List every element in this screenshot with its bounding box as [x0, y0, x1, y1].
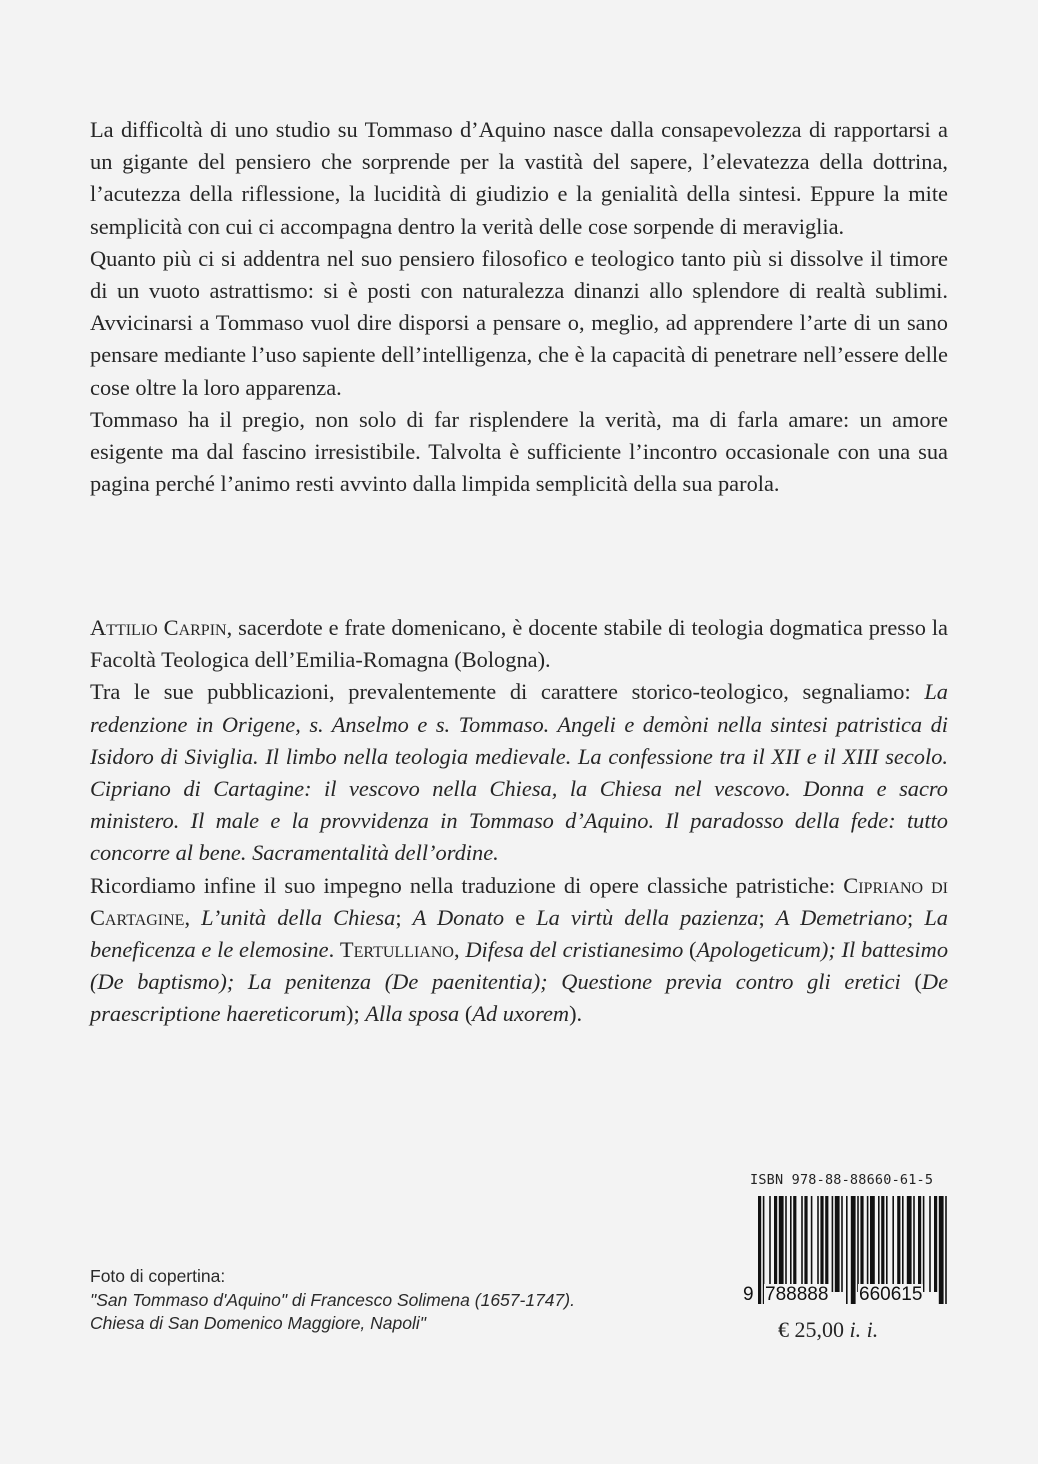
barcode-bar: [820, 1196, 823, 1292]
cover-credit-heading: Foto di copertina:: [90, 1266, 226, 1286]
barcode-bar: [897, 1196, 900, 1292]
barcode-bar: [817, 1196, 819, 1292]
cover-credit: [90, 1265, 575, 1336]
isbn-label: ISBN 978-88-88660-61-5: [750, 1172, 934, 1188]
author-description: Attilio Carpin, sacerdote e frate domenicano, è docente stabile di teologia dogmatica presso la Facoltà Teologica dell’Emilia-Romagna (Bologna).: [90, 615, 948, 673]
barcode-bar: [857, 1196, 859, 1292]
barcode-bar: [785, 1196, 787, 1292]
barcode-bar: [804, 1196, 807, 1292]
barcode-bar: [832, 1196, 834, 1292]
barcode-bar: [902, 1196, 904, 1292]
barcode-bar: [825, 1196, 828, 1292]
barcode-bar: [867, 1196, 869, 1292]
barcode-bar: [774, 1196, 777, 1292]
barcode-digit-group-1: 788888: [765, 1284, 829, 1305]
barcode-bar: [769, 1196, 771, 1292]
barcode-bar: [881, 1196, 884, 1292]
barcode-bar: [860, 1196, 863, 1292]
intro-paragraph-2: Quanto più ci si addentra nel suo pensiero filosofico e teologico tanto più si dissolve il timore di un vuoto astrattismo: si è posti con naturalezza dinanzi allo splendore di realtà sublimi. Avvicinarsi a Tommaso vuol dire disporsi a pensare o, meglio, ad apprendere l’arte di un sano pensare mediante l’uso sapiente dell’intelligenza, che è la capacità di penetrare nell’essere delle cose oltre la loro apparenza.: [90, 245, 948, 400]
price-value: € 25,00: [778, 1317, 844, 1342]
translated-author-cipriano: Cipriano di Cartagine: [90, 872, 948, 930]
barcode-digits: [742, 1284, 950, 1310]
barcode-bar: [793, 1196, 796, 1292]
barcode-bar: [923, 1196, 925, 1292]
publications: [90, 676, 948, 869]
publications-list: La redenzione in Origene, s. Anselmo e s. Tommaso. Angeli e demòni nella sintesi patristica di Isidoro di Siviglia. Il limbo nella teologia medievale. La confessione tra il XII e il XIII secolo. Cipriano di Cartagine: il vescovo nella Chiesa, la Chiesa nel vescovo. Donna e sacro ministero. Il male e la provvidenza in Tommaso d’Aquino. Il paradosso della fede: tutto concorre al bene. Sacramentalità dell’ordine.: [90, 679, 948, 866]
barcode-bar: [907, 1196, 912, 1292]
price: [778, 1317, 878, 1343]
intro-paragraph-1: La difficoltà di uno studio su Tommaso d’Aquino nasce dalla consapevolezza di rapportarsi a un gigante del pensiero che sorprende per la vastità del sapere, l’elevatezza della dottrina, l’acutezza della riflessione, la lucidità di giudizio e la genialità della sintesi. Eppure la mite semplicità con cui ci accompagna dentro la verità delle cose sorpende di meraviglia.: [90, 117, 948, 239]
barcode-bar: [841, 1196, 843, 1292]
author-bio: [90, 612, 948, 1031]
barcode-bar: [892, 1196, 894, 1292]
barcode-bar: [801, 1196, 803, 1292]
intro-paragraph-3: Tommaso ha il pregio, non solo di far risplendere la verità, ma di farla amare: un amore esigente ma dal fascino irresistibile. Talvolta è sufficiente l’incontro occasionale con una sua pagina perché l’animo resti avvinto dalla limpida semplicità della sua parola.: [90, 406, 948, 497]
price-suffix: i. i.: [849, 1317, 879, 1342]
barcode-bar: [934, 1196, 937, 1292]
translated-author-tertulliano: Tertulliano: [339, 937, 454, 963]
barcode-first-digit: 9: [743, 1284, 754, 1305]
barcode-bar: [870, 1196, 875, 1292]
barcode-bar: [835, 1196, 840, 1292]
barcode-bar: [779, 1196, 784, 1292]
author-name: Attilio Carpin: [90, 615, 227, 640]
barcode-digit-group-2: 660615: [859, 1284, 923, 1305]
translations-intro: Ricordiamo infine il suo impegno nella traduzione di opere classiche patristiche:: [90, 872, 836, 898]
barcode-bar: [929, 1196, 931, 1292]
cover-credit-line-2: Chiesa di San Domenico Maggiore, Napoli": [90, 1313, 426, 1333]
barcode-bar: [918, 1196, 921, 1292]
cover-credit-line-1: "San Tommaso d'Aquino" di Francesco Solimena (1657-1747).: [90, 1289, 575, 1310]
barcode-bar: [878, 1196, 880, 1292]
barcode-bar: [811, 1196, 813, 1292]
translations: Ricordiamo infine il suo impegno nella traduzione di opere classiche patristiche: Cipriano di Cartagine, L’unità della Chiesa; A Donato e La virtù della pazienza; A Demetriano; La beneficenza e le elemosine. Tertulliano, Difesa del cristianesimo (Apologeticum); Il battesimo (De baptismo); La penitenza (De paenitentia); Questione previa contro gli eretici (De praescriptione haereticorum); Alla sposa (Ad uxorem).: [90, 872, 949, 1027]
publications-intro: Tra le sue pubblicazioni, prevalentemente di carattere storico-teologico, segnaliamo:: [90, 679, 911, 705]
barcode-bar: [913, 1196, 915, 1292]
barcode-bar: [790, 1196, 792, 1292]
barcode-bar: [886, 1196, 888, 1292]
intro-text: [90, 114, 948, 500]
